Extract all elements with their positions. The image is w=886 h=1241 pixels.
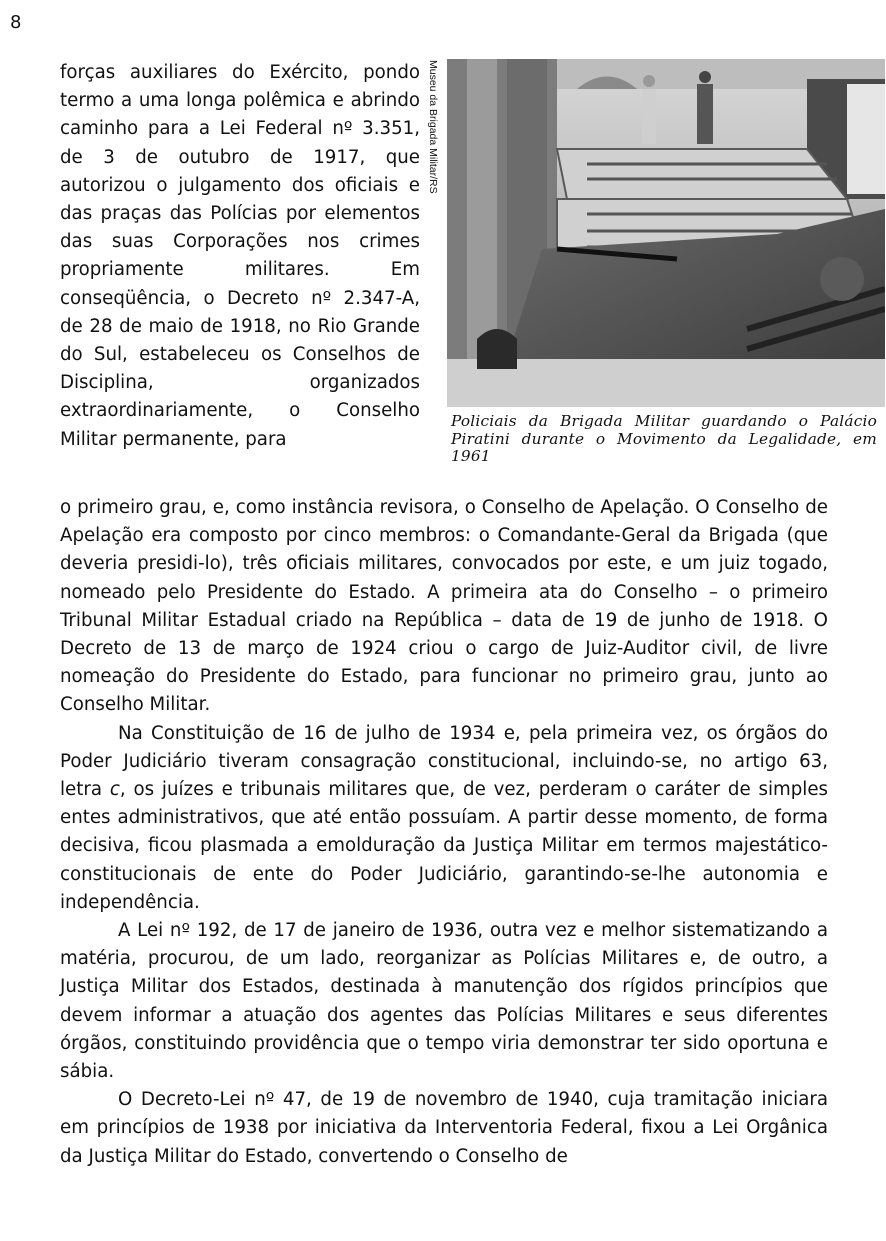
body-paragraph-4: O Decreto-Lei nº 47, de 19 de novembro de 1940, cuja tramitação iniciara em princípios de 1938 por iniciativa da Interventoria Federal, fixou a Lei Orgânica da Justiça Militar do Estado, convertendo o Conselho de xyxy=(60,1089,828,1167)
body-paragraph-2 xyxy=(60,720,828,917)
left-column-text xyxy=(60,59,420,454)
italic-letter: c xyxy=(109,779,120,801)
photo-credit xyxy=(424,60,440,220)
body-paragraph-1: o primeiro grau, e, como instância revisora, o Conselho de Apelação. O Conselho de Apelação era composto por cinco membros: o Comandante-Geral da Brigada (que deveria presidi-lo), três oficiais militares, convocados por este, e um juiz togado, nomeado pelo Presidente do Estado. A primeira ata do Conselho – o primeiro Tribunal Militar Estadual criado na República – data de 19 de junho de 1918. O Decreto de 13 de março de 1924 criou o cargo de Juiz-Auditor civil, de livre nomeação do Presidente do Estado, para funcionar no primeiro grau, junto ao Conselho Militar. xyxy=(60,497,828,716)
historical-photo xyxy=(447,59,885,407)
body-text xyxy=(60,494,828,1171)
body-paragraph-3: A Lei nº 192, de 17 de janeiro de 1936, outra vez e melhor sistematizando a matéria, procurou, de um lado, reorganizar as Polícias Militares e, de outro, a Justiça Militar dos Estados, destinada à manutenção dos rígidos princípios que devem informar a atuação dos agentes das Polícias Militares e seus diferentes órgãos, constituindo providência que o tempo viria demonstrar ter sido oportuna e sábia. xyxy=(60,920,828,1083)
paragraph-2-text-end: , os juízes e tribunais militares que, de vez, perderam o caráter de simples entes administrativos, que até então possuíam. A partir desse momento, de forma decisiva, ficou plasmada a emolduração da Justiça Militar em termos majestático-constitucionais de ente do Poder Judiciário, garantindo-se-lhe autonomia e independência. xyxy=(60,779,828,913)
photo-credit-text: Museu da Brigada Militar/RS xyxy=(427,60,439,194)
paragraph-2-text-start: Na Constituição de 16 de julho de 1934 e, pela primeira vez, os órgãos do Poder Judiciário tiveram consagração constitucional, incluindo-se, no artigo 63, letra xyxy=(60,722,828,801)
photo-caption: Policiais da Brigada Militar guardando o Palácio Piratini durante o Movimento da Legalidade, em 1961 xyxy=(451,412,877,465)
column-paragraph: forças auxiliares do Exército, pondo termo a uma longa polêmica e abrindo caminho para a Lei Federal nº 3.351, de 3 de outubro de 1917, que autorizou o julgamento dos oficiais e das praças das Polícias por elementos das suas Corporações nos crimes propriamente militares. Em conseqüência, o Decreto nº 2.347-A, de 28 de maio de 1918, no Rio Grande do Sul, estabeleceu os Conselhos de Disciplina, organizados extraordinariamente, o Conselho Militar permanente, para xyxy=(60,62,420,450)
page-number: 8 xyxy=(10,12,22,33)
photo-illustration xyxy=(447,59,885,407)
